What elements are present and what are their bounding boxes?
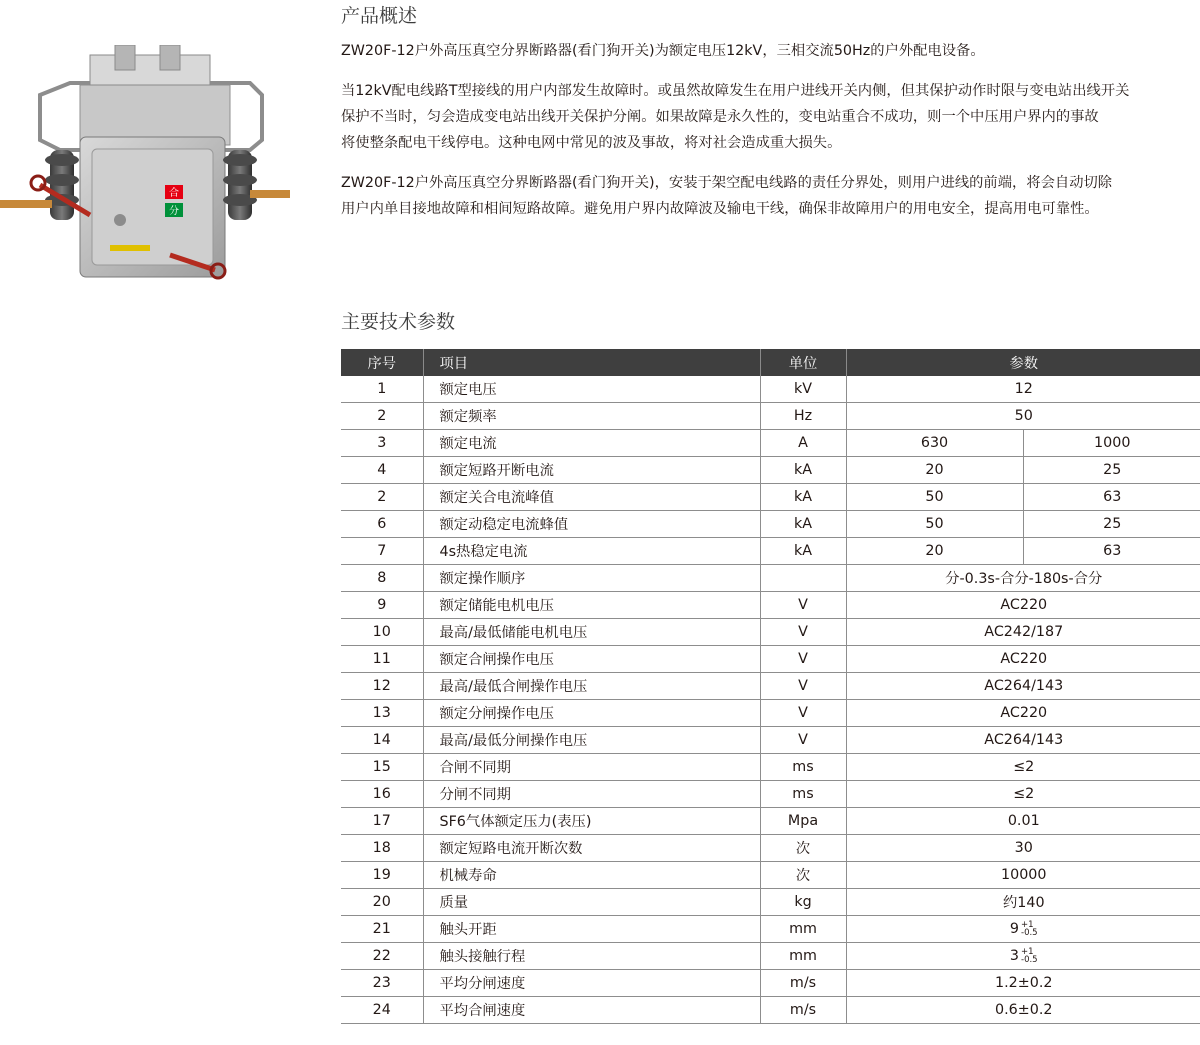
row-number: 22 <box>341 943 423 970</box>
row-value: 10000 <box>846 862 1200 889</box>
row-number: 16 <box>341 781 423 808</box>
row-number: 11 <box>341 646 423 673</box>
row-value-1: 20 <box>846 538 1023 565</box>
open-indicator-text: 分 <box>169 206 179 217</box>
row-item: 额定合闸操作电压 <box>423 646 760 673</box>
row-number: 12 <box>341 673 423 700</box>
overview-paragraph-1 <box>341 38 1200 64</box>
table-row <box>341 781 1200 808</box>
row-unit: kA <box>760 457 846 484</box>
row-unit: Hz <box>760 403 846 430</box>
table-row <box>341 619 1200 646</box>
close-indicator-text: 合 <box>169 188 179 199</box>
row-unit: V <box>760 592 846 619</box>
overview-text <box>341 38 1200 236</box>
row-number: 10 <box>341 619 423 646</box>
row-item: 质量 <box>423 889 760 916</box>
table-row <box>341 646 1200 673</box>
tolerance-upper: +1 <box>1021 920 1034 930</box>
tolerance-lower: -0.5 <box>1021 955 1038 965</box>
row-unit <box>760 565 846 592</box>
table-row <box>341 835 1200 862</box>
product-image <box>0 45 300 285</box>
row-value: 50 <box>846 403 1200 430</box>
row-number: 9 <box>341 592 423 619</box>
row-number: 13 <box>341 700 423 727</box>
row-unit: ms <box>760 781 846 808</box>
spec-table <box>341 349 1200 1024</box>
table-row <box>341 808 1200 835</box>
params-heading: 主要技术参数 <box>341 311 456 333</box>
row-unit: 次 <box>760 862 846 889</box>
row-number: 17 <box>341 808 423 835</box>
row-number: 19 <box>341 862 423 889</box>
row-item: 额定短路电流开断次数 <box>423 835 760 862</box>
row-item: 额定动稳定电流蜂值 <box>423 511 760 538</box>
row-value-1: 50 <box>846 484 1023 511</box>
row-number: 18 <box>341 835 423 862</box>
row-item: 额定操作顺序 <box>423 565 760 592</box>
table-row <box>341 592 1200 619</box>
row-value: AC220 <box>846 592 1200 619</box>
row-item: 最高/最低储能电机电压 <box>423 619 760 646</box>
overview-line: 当12kV配电线路T型接线的用户内部发生故障时。或虽然故障发生在用户进线开关内侧，但其保护动作时限与变电站出线开关 <box>341 83 1130 99</box>
header-item: 项目 <box>423 349 760 376</box>
row-number: 24 <box>341 997 423 1024</box>
row-item: 额定频率 <box>423 403 760 430</box>
row-value: AC242/187 <box>846 619 1200 646</box>
row-value: 约140 <box>846 889 1200 916</box>
row-value-1: 50 <box>846 511 1023 538</box>
row-number: 6 <box>341 511 423 538</box>
table-row <box>341 754 1200 781</box>
row-item: 额定关合电流峰值 <box>423 484 760 511</box>
row-item: 平均合闸速度 <box>423 997 760 1024</box>
table-row <box>341 970 1200 997</box>
row-item: 合闸不同期 <box>423 754 760 781</box>
table-row <box>341 403 1200 430</box>
row-number: 15 <box>341 754 423 781</box>
row-value-2: 25 <box>1023 457 1200 484</box>
row-unit: A <box>760 430 846 457</box>
row-item: 4s热稳定电流 <box>423 538 760 565</box>
row-value: 分-0.3s-合分-180s-合分 <box>846 565 1200 592</box>
table-row <box>341 727 1200 754</box>
insulator-right <box>223 150 290 220</box>
table-row <box>341 511 1200 538</box>
value-main: 9 <box>1009 921 1019 937</box>
row-unit: m/s <box>760 970 846 997</box>
row-value: ≤2 <box>846 781 1200 808</box>
overview-line: ZW20F-12户外高压真空分界断路器(看门狗开关)为额定电压12kV，三相交流50Hz的户外配电设备。 <box>341 43 985 59</box>
row-value-1: 630 <box>846 430 1023 457</box>
row-value-2: 63 <box>1023 484 1200 511</box>
overview-line: 用户内单目接地故障和相间短路故障。避免用户界内故障波及输电干线，确保非故障用户的用电安全，提高用电可靠性。 <box>341 201 1099 217</box>
row-number: 2 <box>341 403 423 430</box>
row-number: 7 <box>341 538 423 565</box>
row-unit: mm <box>760 943 846 970</box>
row-item: 机械寿命 <box>423 862 760 889</box>
row-number: 1 <box>341 376 423 403</box>
value-main: 3 <box>1009 948 1019 964</box>
row-item: 最高/最低分闸操作电压 <box>423 727 760 754</box>
row-unit: Mpa <box>760 808 846 835</box>
row-value: 12 <box>846 376 1200 403</box>
row-value: AC220 <box>846 700 1200 727</box>
table-row <box>341 376 1200 403</box>
header-unit: 单位 <box>760 349 846 376</box>
spec-table-header <box>341 349 1200 376</box>
row-unit: kg <box>760 889 846 916</box>
row-value-1: 20 <box>846 457 1023 484</box>
table-row <box>341 430 1200 457</box>
row-item: 触头开距 <box>423 916 760 943</box>
row-unit: 次 <box>760 835 846 862</box>
row-item: 额定电流 <box>423 430 760 457</box>
row-item: 额定分闸操作电压 <box>423 700 760 727</box>
row-value-2: 63 <box>1023 538 1200 565</box>
row-item: 分闸不同期 <box>423 781 760 808</box>
row-unit: kA <box>760 484 846 511</box>
overview-paragraph-2 <box>341 78 1200 156</box>
tolerance-lower: -0.5 <box>1021 928 1038 938</box>
row-number: 14 <box>341 727 423 754</box>
row-value: 1.2±0.2 <box>846 970 1200 997</box>
spec-table-body <box>341 376 1200 1024</box>
row-value: ≤2 <box>846 754 1200 781</box>
row-unit: ms <box>760 754 846 781</box>
row-item: SF6气体额定压力(表压) <box>423 808 760 835</box>
overview-line: 保护不当时，匀会造成变电站出线开关保护分阐。如果故障是永久性的，变电站重合不成功，则一个中压用户界内的事故 <box>341 109 1099 125</box>
row-item: 最高/最低合闸操作电压 <box>423 673 760 700</box>
row-value-2: 1000 <box>1023 430 1200 457</box>
row-value: AC264/143 <box>846 673 1200 700</box>
row-unit: kA <box>760 511 846 538</box>
table-row <box>341 862 1200 889</box>
row-item: 额定短路开断电流 <box>423 457 760 484</box>
table-row <box>341 916 1200 943</box>
table-row <box>341 673 1200 700</box>
overview-heading: 产品概述 <box>341 5 418 27</box>
row-number: 21 <box>341 916 423 943</box>
table-row <box>341 484 1200 511</box>
row-number: 8 <box>341 565 423 592</box>
table-row <box>341 538 1200 565</box>
tolerance-upper: +1 <box>1021 947 1034 957</box>
frame <box>40 45 262 150</box>
table-row <box>341 889 1200 916</box>
row-value-2: 25 <box>1023 511 1200 538</box>
row-number: 4 <box>341 457 423 484</box>
table-row <box>341 997 1200 1024</box>
row-number: 20 <box>341 889 423 916</box>
row-number: 3 <box>341 430 423 457</box>
row-value: AC264/143 <box>846 727 1200 754</box>
row-unit: V <box>760 727 846 754</box>
table-row <box>341 943 1200 970</box>
row-unit: V <box>760 700 846 727</box>
row-value: AC220 <box>846 646 1200 673</box>
row-unit: mm <box>760 916 846 943</box>
table-row <box>341 700 1200 727</box>
row-item: 触头接触行程 <box>423 943 760 970</box>
row-value: 30 <box>846 835 1200 862</box>
row-value <box>846 943 1200 970</box>
row-value <box>846 916 1200 943</box>
insulator-left <box>0 150 79 220</box>
row-unit: V <box>760 646 846 673</box>
row-number: 23 <box>341 970 423 997</box>
table-row <box>341 457 1200 484</box>
row-unit: V <box>760 673 846 700</box>
header-value: 参数 <box>846 349 1200 376</box>
row-number: 2 <box>341 484 423 511</box>
table-row <box>341 565 1200 592</box>
overview-paragraph-3 <box>341 170 1200 222</box>
row-unit: kA <box>760 538 846 565</box>
row-value: 0.6±0.2 <box>846 997 1200 1024</box>
overview-line: 将使整条配电干线停电。这种电网中常见的波及事故，将对社会造成重大损失。 <box>341 135 842 151</box>
row-item: 额定电压 <box>423 376 760 403</box>
row-unit: V <box>760 619 846 646</box>
tolerance <box>1021 921 1038 937</box>
row-item: 平均分闸速度 <box>423 970 760 997</box>
row-value: 0.01 <box>846 808 1200 835</box>
row-item: 额定储能电机电压 <box>423 592 760 619</box>
row-unit: kV <box>760 376 846 403</box>
header-no: 序号 <box>341 349 423 376</box>
tolerance <box>1021 948 1038 964</box>
row-unit: m/s <box>760 997 846 1024</box>
overview-line: ZW20F-12户外高压真空分界断路器(看门狗开关)，安装于架空配电线路的责任分界处，则用户进线的前端，将会自动切除 <box>341 175 1113 191</box>
